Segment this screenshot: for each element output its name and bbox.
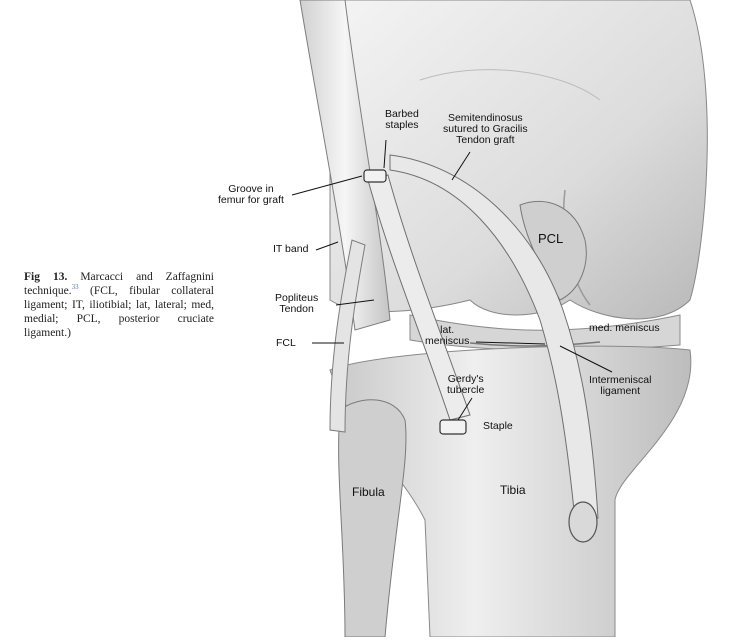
label-lat-meniscus: lat. meniscus — [425, 324, 470, 347]
barbed-staple — [364, 170, 386, 182]
figure-caption — [24, 270, 214, 340]
label-tibia: Tibia — [500, 483, 526, 497]
label-fibula: Fibula — [352, 485, 385, 499]
fibula-bone — [339, 400, 406, 637]
label-intermeniscal: Intermeniscal ligament — [589, 374, 652, 397]
label-med-meniscus: med. meniscus — [589, 322, 660, 334]
knee-anatomy-drawing — [215, 0, 737, 637]
caption-abbreviations: (FCL, fibular collateral ligament; IT, iliotibial; lat, lateral; med, medial; PCL, posterior cruciate ligament.) — [24, 285, 215, 339]
graft-tunnel-end — [569, 502, 597, 542]
tibial-staple — [440, 420, 466, 434]
label-groove: Groove in femur for graft — [218, 183, 284, 206]
label-barbed-staples: Barbed staples — [385, 108, 419, 131]
label-semitendinosus: Semitendinosus sutured to Gracilis Tendon graft — [443, 112, 528, 146]
label-popliteus: Popliteus Tendon — [275, 292, 319, 315]
label-it-band: IT band — [273, 243, 309, 255]
label-pcl: PCL — [538, 231, 564, 246]
knee-illustration — [215, 0, 737, 637]
figure-number: Fig 13. — [24, 271, 68, 283]
label-staple: Staple — [483, 420, 513, 432]
caption-text: Marcacci and Zaffagnini technique. — [24, 271, 214, 297]
label-gerdys-tubercle: Gerdy's tubercle — [447, 373, 485, 396]
caption-reference: 33 — [71, 283, 79, 292]
label-fcl: FCL — [276, 337, 296, 349]
